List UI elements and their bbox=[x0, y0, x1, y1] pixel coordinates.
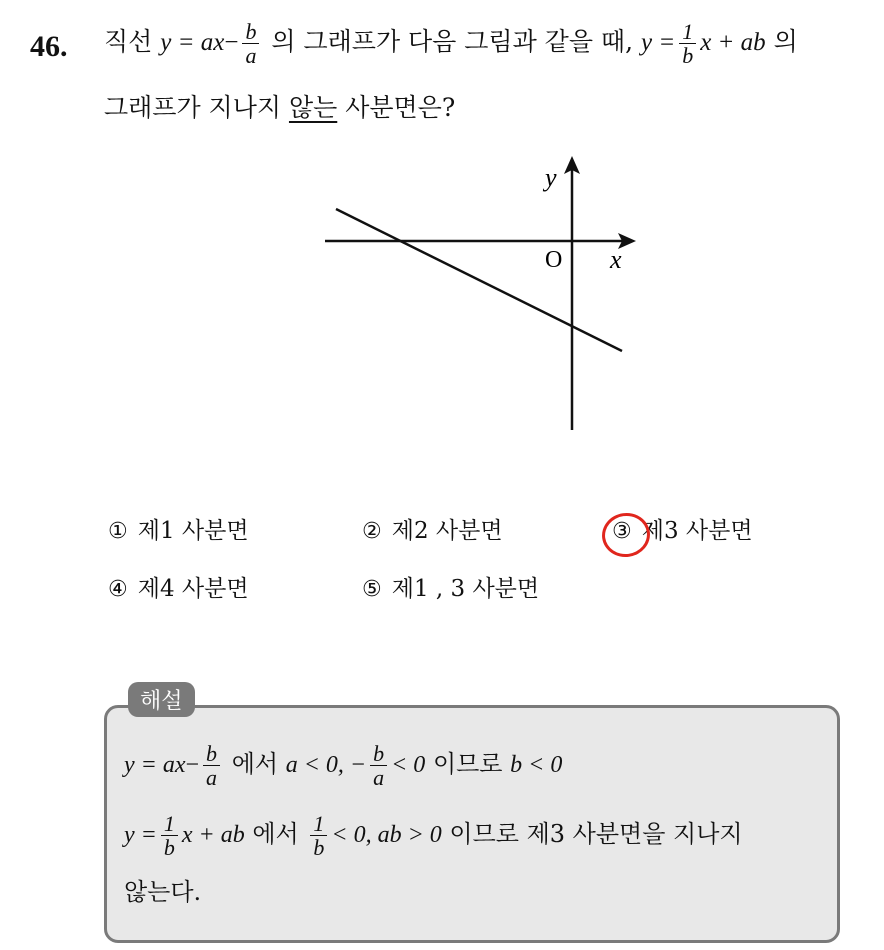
choice-number: ④ bbox=[108, 577, 128, 602]
equation-2: y = bbox=[640, 29, 676, 57]
choice-number: ⑤ bbox=[362, 577, 382, 602]
question-line-2 bbox=[104, 88, 455, 124]
solution-condition: < 0, ab > 0 bbox=[331, 822, 442, 849]
choice-1[interactable] bbox=[108, 512, 249, 545]
solution-condition: a < 0, − bbox=[285, 752, 367, 779]
question-text: 사분면은? bbox=[345, 93, 456, 122]
choice-5[interactable] bbox=[362, 570, 539, 603]
fraction-denominator: b bbox=[163, 835, 175, 861]
choice-4[interactable] bbox=[108, 570, 249, 603]
fraction-b-over-a bbox=[242, 20, 259, 67]
line-graph bbox=[300, 140, 650, 435]
fraction-numerator: b bbox=[370, 742, 387, 766]
question-text: 의 그래프가 다음 그림과 같을 때, bbox=[271, 27, 634, 57]
solution-text: 에서 bbox=[252, 820, 299, 849]
equation-2-tail: x + ab bbox=[700, 29, 766, 57]
fraction-denominator: a bbox=[373, 765, 385, 791]
question-text: 그래프가 지나지 bbox=[104, 93, 281, 122]
choice-label: 제2 사분면 bbox=[391, 518, 503, 544]
fraction-1-over-b bbox=[161, 812, 178, 859]
fraction-numerator: b bbox=[242, 20, 259, 44]
choice-label: 제3 사분면 bbox=[641, 518, 753, 544]
solution-result: b < 0 bbox=[510, 752, 563, 779]
choice-label: 제4 사분면 bbox=[137, 576, 249, 602]
selected-circle-icon: ③ bbox=[612, 519, 632, 544]
solution-text: 않는다. bbox=[124, 878, 202, 906]
fraction-b-over-a bbox=[203, 742, 220, 789]
fraction-denominator: a bbox=[245, 43, 257, 69]
solution-text: 이므로 bbox=[432, 750, 503, 779]
choice-label: 제1 사분면 bbox=[137, 518, 249, 544]
fraction-numerator: b bbox=[203, 742, 220, 766]
solution-equation: y = bbox=[124, 822, 157, 849]
graph-line bbox=[336, 209, 622, 351]
choice-3[interactable] bbox=[612, 512, 753, 545]
choice-number: ② bbox=[362, 519, 382, 544]
choice-label: 제1 , 3 사분면 bbox=[391, 576, 540, 602]
solution-equation: y = ax bbox=[124, 752, 186, 779]
question-text: 의 bbox=[773, 27, 798, 57]
fraction-1-over-b bbox=[679, 20, 696, 67]
minus-sign: − bbox=[185, 752, 200, 779]
question-line-1 bbox=[104, 20, 798, 67]
question-text: 직선 bbox=[104, 27, 153, 57]
equation-1: y = ax bbox=[160, 29, 225, 57]
choice-2[interactable] bbox=[362, 512, 503, 545]
fraction-denominator: b bbox=[682, 43, 694, 69]
minus-sign: − bbox=[224, 29, 239, 57]
fraction-1-over-b bbox=[310, 812, 327, 859]
question-number: 46. bbox=[30, 30, 68, 63]
solution-line-1 bbox=[124, 742, 562, 789]
fraction-numerator: 1 bbox=[161, 812, 178, 836]
solution-condition: < 0 bbox=[391, 752, 426, 779]
x-axis-label: x bbox=[610, 245, 622, 274]
origin-label: O bbox=[545, 247, 563, 273]
solution-text: 에서 bbox=[231, 750, 279, 779]
fraction-numerator: 1 bbox=[310, 812, 327, 836]
fraction-b-over-a bbox=[370, 742, 387, 789]
underlined-word: 않는 bbox=[288, 93, 338, 122]
solution-line-3 bbox=[124, 872, 201, 907]
solution-tag: 해설 bbox=[128, 682, 195, 717]
fraction-numerator: 1 bbox=[679, 20, 696, 44]
solution-line-2 bbox=[124, 812, 743, 859]
fraction-denominator: a bbox=[206, 765, 218, 791]
solution-text: 이므로 제3 사분면을 지나지 bbox=[449, 820, 743, 849]
fraction-denominator: b bbox=[313, 835, 325, 861]
y-axis-label: y bbox=[545, 163, 557, 192]
choice-number: ① bbox=[108, 519, 128, 544]
solution-equation: x + ab bbox=[181, 822, 245, 849]
